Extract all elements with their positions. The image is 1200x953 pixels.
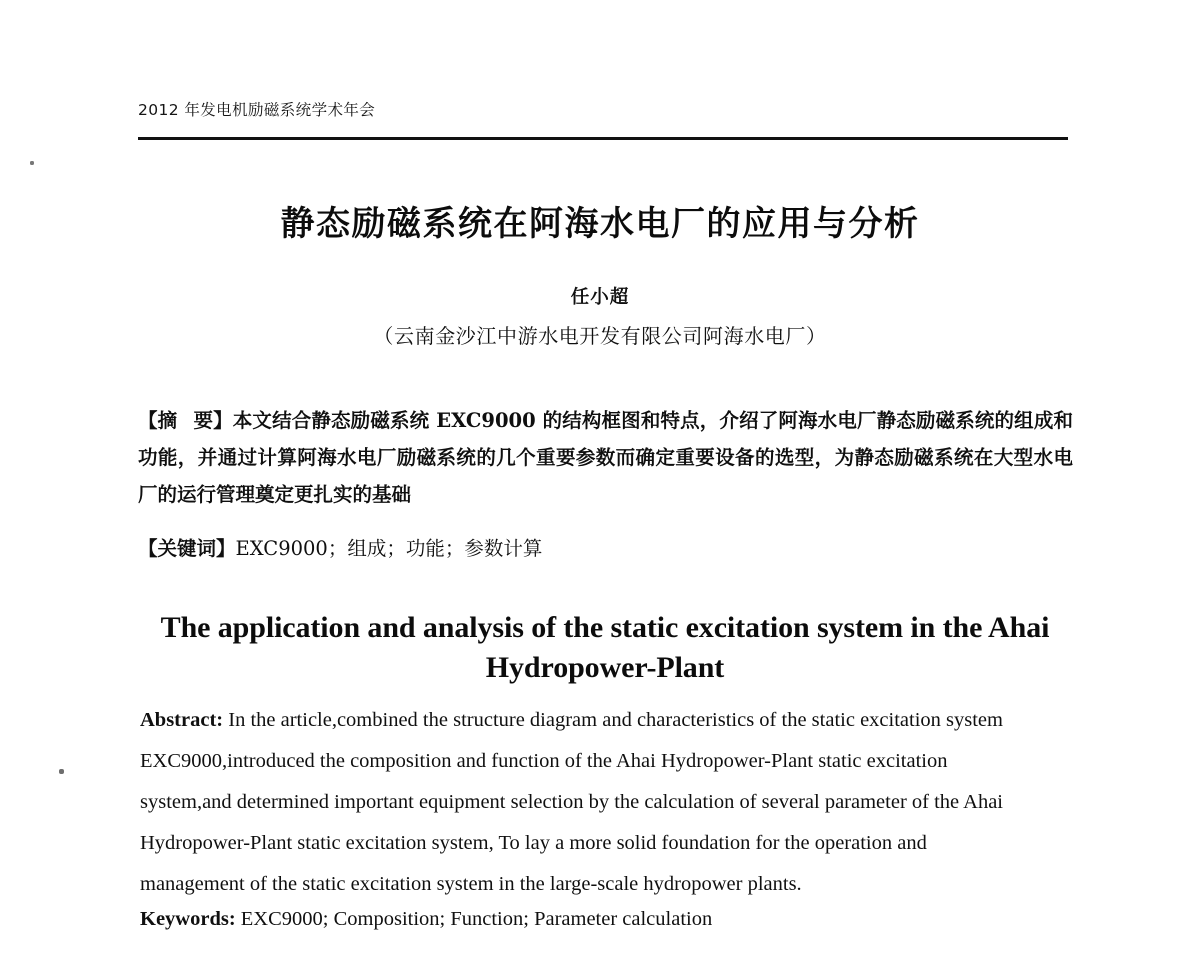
chinese-keywords-label: 【关键词】 [138,537,236,560]
chinese-abstract-text: 本文结合静态励磁系统 EXC9000 的结构框图和特点，介绍了阿海水电厂静态励磁系统的组成和功能，并通过计算阿海水电厂励磁系统的几个重要参数而确定重要设备的选型，为静态励磁系统在大型水电厂的运行管理奠定更扎实的基础 [138,409,1073,506]
english-title [130,608,1080,688]
english-abstract-line-5: management of the static excitation system in the large-scale hydropower plants. [140,873,802,895]
english-keywords [140,908,712,931]
chinese-abstract-label: 【摘 [138,409,178,432]
english-abstract-line-4: Hydropower-Plant static excitation system, To lay a more solid foundation for the operation and [140,832,927,854]
scan-speck-icon [59,769,64,774]
chinese-keywords [138,533,542,561]
english-abstract [140,700,1070,905]
chinese-affiliation: （云南金沙江中游水电开发有限公司阿海水电厂） [373,324,827,348]
english-abstract-line-2: EXC9000,introduced the composition and function of the Ahai Hydropower-Plant static excitation [140,750,948,772]
english-keywords-label: Keywords: [140,908,236,930]
chinese-author: 任小超 [570,287,630,308]
header-rule [138,137,1068,140]
english-abstract-label: Abstract: [140,709,224,731]
english-title-line-1: The application and analysis of the static excitation system in the Ahai [160,611,1050,644]
english-title-line-2: Hydropower-Plant [485,651,725,684]
chinese-title: 静态励磁系统在阿海水电厂的应用与分析 [280,204,920,244]
english-keywords-text: EXC9000; Composition; Function; Parameter calculation [240,908,713,930]
english-abstract-text-1: In the article,combined the structure diagram and characteristics of the static excitation system [228,709,1003,731]
chinese-abstract-label-tail: 要】 [193,409,233,432]
running-header: 2012 年发电机励磁系统学术年会 [138,101,376,119]
scan-speck-icon [30,161,34,165]
english-abstract-line-3: system,and determined important equipment selection by the calculation of several parameter of the Ahai [140,791,1003,813]
english-abstract-line-1 [140,700,1070,741]
chinese-abstract [138,402,1073,513]
chinese-keywords-text: EXC9000；组成；功能；参数计算 [235,537,543,560]
